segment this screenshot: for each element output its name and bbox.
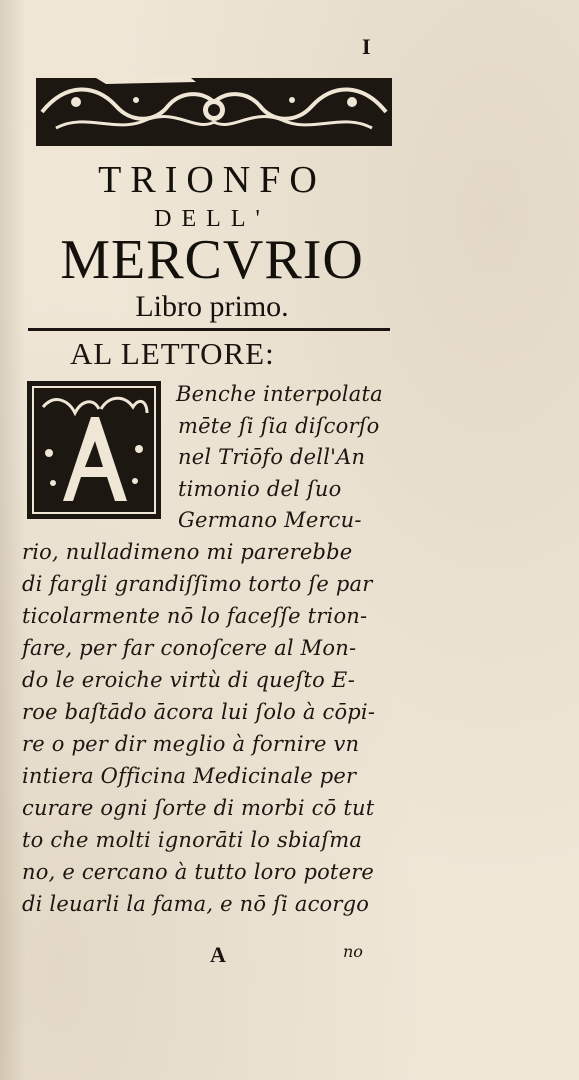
body-line: di fargli grandiſſimo torto ſe par [22,572,373,596]
signature-mark: A [210,942,226,967]
body-line: fare, per far conoſcere al Mon- [22,636,357,660]
title-rule [28,328,390,331]
body-line: intiera Officina Medicinale per [22,764,357,788]
subtitle-libro-primo: Libro primo. [135,290,289,323]
decorated-initial-a [27,381,161,519]
body-line: nel Triōfo dell'An [178,445,366,469]
body-line: rio, nulladimeno mi parerebbe [22,540,353,564]
catchword: no [343,942,363,961]
body-line: Benche interpolata [176,382,383,406]
body-line: to che molti ignorāti lo sbiaſma [22,828,363,852]
body-line: ticolarmente nō lo faceſſe trion- [22,604,368,628]
body-line: no, e cercano à tutto loro potere [22,860,375,884]
body-line: di leuarli la fama, e nō ſi acorgo [22,892,370,916]
title-trionfo: TRIONFO [98,159,326,201]
body-line: Germano Mercu- [178,508,362,532]
body-line: do le eroiche virtù di queſto E- [22,668,356,692]
woodcut-headpiece [36,72,392,148]
body-line: roe baſtādo ācora lui ſolo à cōpi- [22,700,376,724]
body-line: re o per dir meglio à fornire vn [22,732,360,756]
page-number: I [362,34,371,59]
title-dell: DELL' [154,206,270,232]
body-line: curare ogni ſorte di morbi cō tut [22,796,375,820]
section-heading: AL LETTORE: [70,336,275,371]
title-mercvrio: MERCVRIO [60,229,364,291]
body-line: mēte ſi ſia diſcorſo [178,414,380,438]
body-line: timonio del ſuo [178,477,342,501]
